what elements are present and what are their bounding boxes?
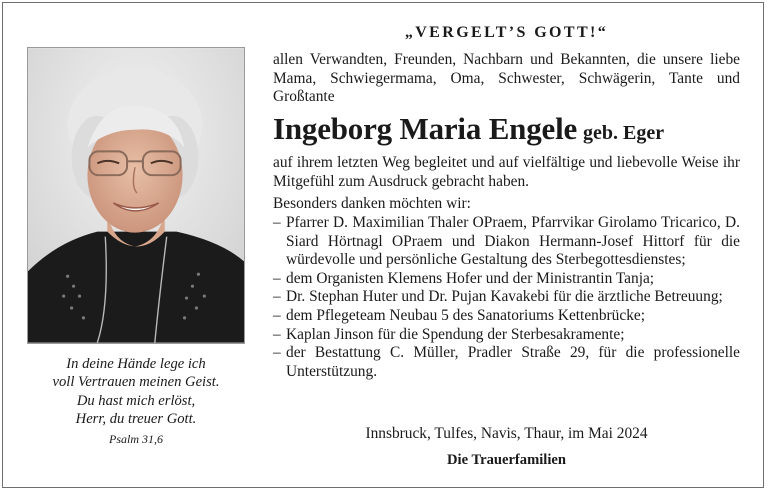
poem xyxy=(27,355,245,428)
poem-line: voll Vertrauen meinen Geist. xyxy=(52,374,220,391)
list-item: – dem Organisten Klemens Hofer und der Ministrantin Tanja; xyxy=(273,270,740,289)
list-item: – Dr. Stephan Huter und Dr. Pujan Kavakebi für die ärztliche Betreuung; xyxy=(273,288,740,307)
thanks-list xyxy=(273,214,740,381)
list-item: – der Bestattung C. Müller, Pradler Straße 29, für die professionelle Unterstützung. xyxy=(273,344,740,381)
intro-paragraph: allen Verwandten, Freunden, Nachbarn und Bekannten, die unsere liebe Mama, Schwiegermama, Oma, Schwester, Schwägerin, Tante und Großtante xyxy=(273,51,740,106)
page-heading: „VERGELT’S GOTT!“ xyxy=(404,24,609,41)
portrait-image xyxy=(28,48,244,343)
place-date: Innsbruck, Tulfes, Navis, Thaur, im Mai 2024 xyxy=(365,425,648,442)
gratitude-paragraph: auf ihrem letzten Weg begleitet und auf vielfältige und liebevolle Weise ihr Mitgefühl zum Ausdruck gebracht haben. xyxy=(273,154,740,190)
psalm-reference: Psalm 31,6 xyxy=(109,432,163,446)
poem-line: In deine Hände lege ich xyxy=(66,356,206,372)
poem-line: Herr, du treuer Gott. xyxy=(75,410,197,427)
signature: Die Trauerfamilien xyxy=(446,452,567,468)
poem-line: Du hast mich erlöst, xyxy=(76,392,196,409)
list-item: – dem Pflegeteam Neubau 5 des Sanatoriums Kettenbrücke; xyxy=(273,307,740,326)
deceased-name-line xyxy=(273,111,740,147)
deceased-name: Ingeborg Maria Engele xyxy=(273,111,578,146)
birth-name: geb. Eger xyxy=(583,122,665,144)
portrait-photo xyxy=(27,47,245,344)
list-item: – Pfarrer D. Maximilian Thaler OPraem, Pfarrvikar Girolamo Tricarico, D. Siard Hörtnagl OPraem und Diakon Hermann-Josef Hittorf für die würdevolle und persönliche Gestaltung des Sterbegottesdienstes; xyxy=(273,214,740,270)
list-item: – Kaplan Jinson für die Spendung der Sterbesakramente; xyxy=(273,326,740,345)
thanks-title: Besonders danken möchten wir: xyxy=(273,195,471,212)
